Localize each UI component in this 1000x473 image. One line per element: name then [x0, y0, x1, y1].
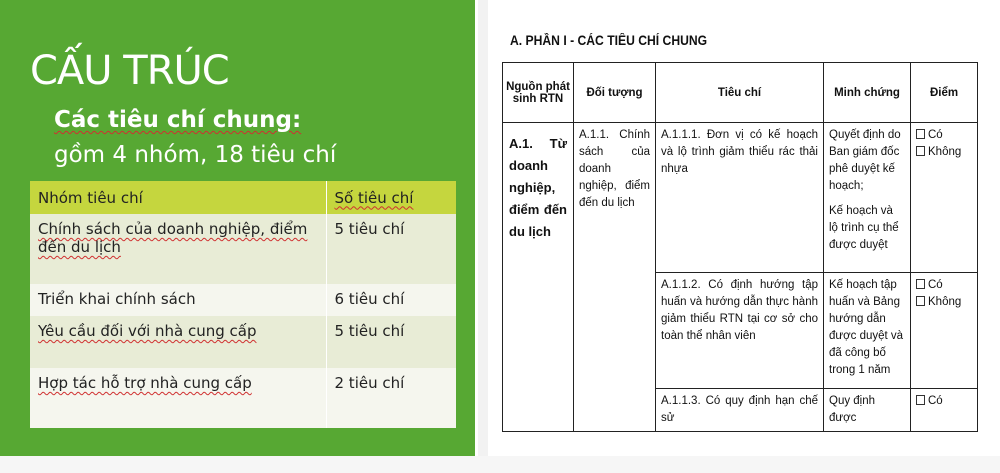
checkbox-icon: [916, 296, 925, 306]
checkbox-icon: [916, 129, 925, 139]
subject-cell: A.1.1. Chính sách của doanh nghiệp, điểm đến du lịch: [574, 123, 656, 432]
option-no[interactable]: [916, 294, 972, 311]
column-header-count-text: Số tiêu chí: [334, 188, 414, 207]
option-yes-label: Có: [928, 279, 943, 291]
column-header-group: Nhóm tiêu chí: [30, 181, 326, 214]
document-heading: A. PHẦN I - CÁC TIÊU CHÍ CHUNG: [510, 33, 708, 48]
option-no-label: Không: [928, 296, 962, 308]
slide-subtitle: [54, 107, 301, 133]
score-cell: [911, 389, 978, 432]
column-header-criterion: Tiêu chí: [656, 63, 824, 123]
table-row: [30, 284, 456, 316]
table-row: [30, 368, 456, 428]
score-cell: [911, 273, 978, 389]
panel-divider: [478, 0, 488, 460]
column-header-subject: Đối tượng: [574, 63, 656, 123]
column-header-evidence: Minh chứng: [824, 63, 911, 123]
group-name-cell: [30, 368, 326, 428]
bottom-margin: [0, 456, 1000, 473]
option-yes[interactable]: [916, 127, 972, 144]
group-name: Hợp tác hỗ trợ nhà cung cấp: [38, 374, 252, 392]
criteria-group-table: [30, 181, 456, 428]
group-name-cell: [30, 316, 326, 368]
criterion-cell: A.1.1.1. Đơn vị có kế hoạch và lộ trình giảm thiểu rác thải nhựa: [656, 123, 824, 273]
option-yes-label: Có: [928, 395, 943, 407]
count-cell: 5 tiêu chí: [326, 214, 456, 284]
criteria-table-viewport: [502, 62, 977, 424]
option-yes-label: Có: [928, 129, 943, 141]
column-header-source: Nguồn phát sinh RTN: [503, 63, 574, 123]
evidence-cell: Kế hoạch tập huấn và Bảng hướng dẫn được duyệt và đã công bố trong 1 năm: [824, 273, 911, 389]
document-page: [488, 0, 1000, 460]
evidence-cell: [824, 123, 911, 273]
checkbox-icon: [916, 395, 925, 405]
group-name: Chính sách của doanh nghiệp, điểm đến du lịch: [38, 220, 308, 256]
table-row: [503, 123, 978, 273]
evidence-text: Quyết định do Ban giám đốc phê duyệt kế hoạch;: [829, 129, 901, 192]
evidence-cell: Quy định được: [824, 389, 911, 432]
slide-subline: gồm 4 nhóm, 18 tiêu chí: [54, 142, 337, 168]
criterion-cell: A.1.1.3. Có quy định hạn chế sử: [656, 389, 824, 432]
table-row: [30, 316, 456, 368]
criterion-cell: A.1.1.2. Có định hướng tập huấn và hướng dẫn thực hành giảm thiểu RTN tại cơ sở cho toàn thể nhân viên: [656, 273, 824, 389]
checkbox-icon: [916, 146, 925, 156]
column-header-score: Điểm: [911, 63, 978, 123]
source-cell: A.1. Từ doanh nghiệp, điểm đến du lịch: [503, 123, 574, 432]
presentation-slide: [0, 0, 475, 456]
slide-title: CẤU TRÚC: [30, 48, 229, 94]
criteria-table: [502, 62, 978, 432]
count-cell: 6 tiêu chí: [326, 284, 456, 316]
column-header-count: [326, 181, 456, 214]
score-cell: [911, 123, 978, 273]
group-name-cell: [30, 214, 326, 284]
option-yes[interactable]: [916, 277, 972, 294]
option-no-label: Không: [928, 146, 962, 158]
group-name-cell: Triển khai chính sách: [30, 284, 326, 316]
option-no[interactable]: [916, 144, 972, 161]
slide-subtitle-text: Các tiêu chí chung:: [54, 107, 302, 133]
option-yes[interactable]: [916, 393, 972, 410]
count-cell: 2 tiêu chí: [326, 368, 456, 428]
group-name: Yêu cầu đối với nhà cung cấp: [38, 322, 257, 340]
evidence-text: Kế hoạch và lộ trình cụ thể được duyệt: [829, 205, 899, 251]
table-row: [30, 214, 456, 284]
checkbox-icon: [916, 279, 925, 289]
count-cell: 5 tiêu chí: [326, 316, 456, 368]
